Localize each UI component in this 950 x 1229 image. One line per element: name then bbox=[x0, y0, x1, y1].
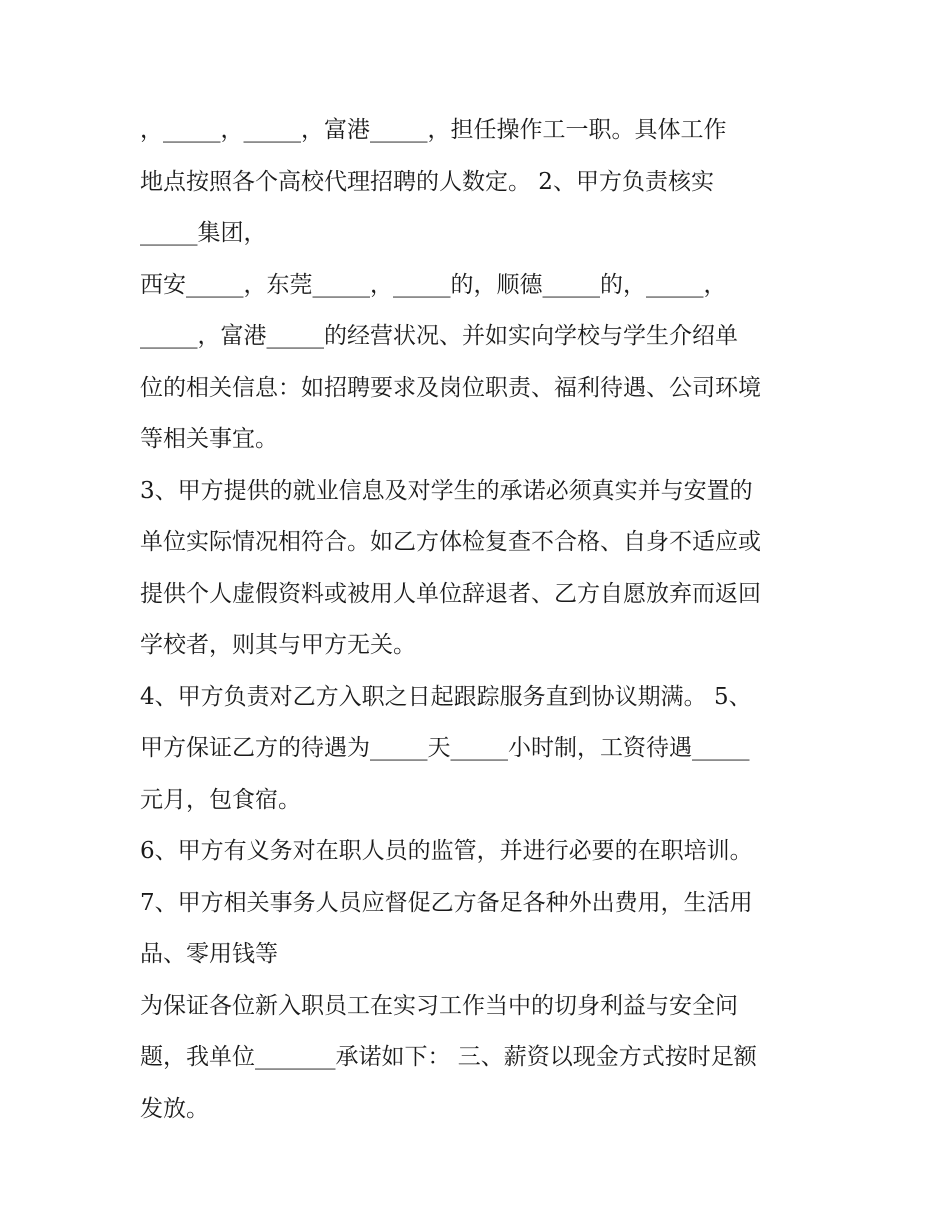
text-line: 7、甲方相关事务人员应督促乙方备足各种外出费用，生活用 bbox=[140, 889, 753, 916]
text-line: 提供个人虚假资料或被用人单位辞退者、乙方自愿放弃而返回 bbox=[140, 580, 761, 607]
text-line: 6、甲方有义务对在职人员的监管，并进行必要的在职培训。 bbox=[140, 838, 753, 864]
text-line: 元月，包食宿。 bbox=[140, 786, 301, 813]
text-line: 3、甲方提供的就业信息及对学生的承诺必须真实并与安置的 bbox=[140, 477, 753, 504]
text-line: 发放。 bbox=[140, 1095, 209, 1122]
text-line: 等相关事宜。 bbox=[140, 426, 278, 452]
text-line: 品、零用钱等 bbox=[140, 941, 278, 967]
text-line: 学校者，则其与甲方无关。 bbox=[140, 632, 416, 658]
text-line: 位的相关信息：如招聘要求及岗位职责、福利待遇、公司环境 bbox=[140, 374, 761, 401]
text-line: 甲方保证乙方的待遇为_____天_____小时制，工资待遇_____ bbox=[140, 735, 750, 761]
text-line: 题，我单位_______承诺如下： 三、薪资以现金方式按时足额 bbox=[140, 1044, 757, 1070]
text-line: 地点按照各个高校代理招聘的人数定。 2、甲方负责核实 bbox=[140, 168, 714, 195]
text-line: 单位实际情况相符合。如乙方体检复查不合格、自身不适应或 bbox=[140, 529, 761, 555]
text-line: 4、甲方负责对乙方入职之日起跟踪服务直到协议期满。 5、 bbox=[140, 683, 752, 710]
text-line: 西安_____，东莞_____，_____的，顺德_____的，_____， bbox=[140, 271, 727, 298]
document-page bbox=[140, 105, 820, 1135]
text-line: ，_____，_____，富港_____，担任操作工一职。具体工作 bbox=[140, 117, 727, 143]
text-line: _____集团， bbox=[140, 220, 267, 246]
text-line: 为保证各位新入职员工在实习工作当中的切身利益与安全问 bbox=[140, 992, 738, 1019]
text-line: _____，富港_____的经营状况、并如实向学校与学生介绍单 bbox=[140, 323, 738, 349]
